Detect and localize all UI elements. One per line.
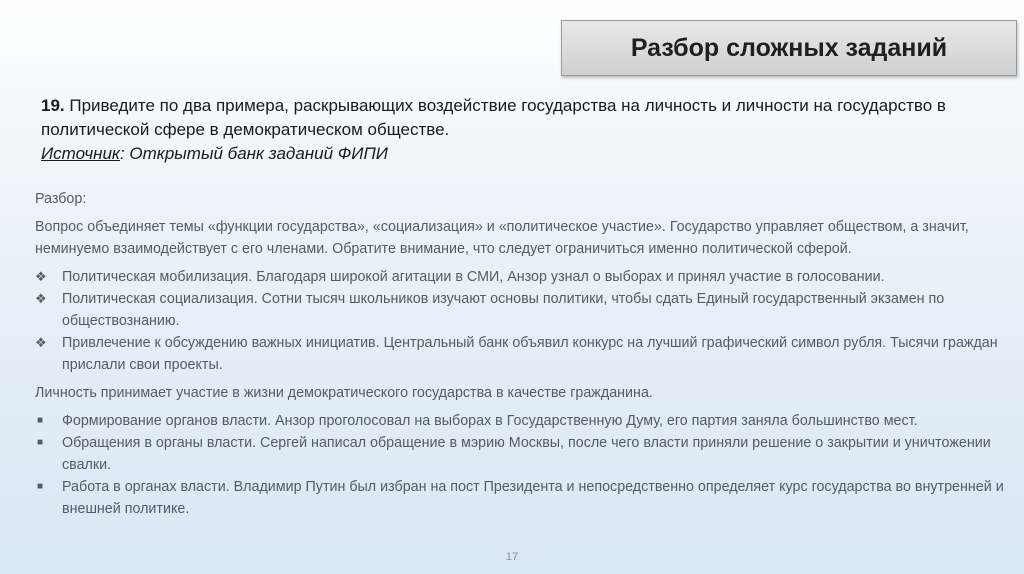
square-bullet-icon: ■ <box>37 415 44 426</box>
analysis-intro: Вопрос объединяет темы «функции государства», «социализация» и «политическое участие». Государство управляет обществом, а значит, неминуемо взаимодействует с его членами. Обратите внимание, что следует ограничиться именно политической сферой. <box>35 219 969 257</box>
analysis-block <box>35 188 1005 520</box>
list-item: ❖ Привлечение к обсуждению важных инициатив. Центральный банк объявил конкурс на лучший графический символ рубля. Тысячи граждан прислали свои проекты. <box>35 332 1005 376</box>
source-label: Источник <box>41 144 120 163</box>
question-block <box>41 94 991 166</box>
page-number: 17 <box>505 551 519 563</box>
diamond-bullet-icon: ❖ <box>35 335 47 350</box>
list-item: ❖ Политическая мобилизация. Благодаря широкой агитации в СМИ, Анзор узнал о выборах и принял участие в голосовании. <box>35 266 1005 288</box>
title-box <box>561 20 1017 76</box>
slide-title: Разбор сложных заданий <box>630 33 948 62</box>
square-bullet-icon: ■ <box>37 481 44 492</box>
state-examples-list <box>35 266 1005 376</box>
list-item: ❖ Политическая социализация. Сотни тысяч школьников изучают основы политики, чтобы сдать Единый государственный экзамен по обществознанию. <box>35 288 1005 332</box>
square-bullet-icon: ■ <box>37 437 44 448</box>
analysis-heading: Разбор: <box>35 191 87 207</box>
question-source <box>41 142 991 166</box>
diamond-bullet-icon: ❖ <box>35 291 47 306</box>
list-item: ■ Формирование органов власти. Анзор проголосовал на выборах в Государственную Думу, его партия заняла большинство мест. <box>35 410 1005 432</box>
question-text <box>41 94 991 142</box>
person-intro: Личность принимает участие в жизни демократического государства в качестве гражданина. <box>35 385 653 401</box>
diamond-bullet-icon: ❖ <box>35 269 47 284</box>
list-item: ■ Работа в органах власти. Владимир Путин был избран на пост Президента и непосредственно определяет курс государства во внутренней и внешней политике. <box>35 476 1005 520</box>
question-body: Приведите по два примера, раскрывающих воздействие государства на личность и личности на государство в политической сфере в демократическом обществе. <box>41 96 946 139</box>
source-text: : Открытый банк заданий ФИПИ <box>119 144 388 163</box>
question-number: 19. <box>41 96 65 115</box>
list-item: ■ Обращения в органы власти. Сергей написал обращение в мэрию Москвы, после чего власти приняли решение о закрытии и уничтожении свалки. <box>35 432 1005 476</box>
person-examples-list <box>35 410 1005 520</box>
